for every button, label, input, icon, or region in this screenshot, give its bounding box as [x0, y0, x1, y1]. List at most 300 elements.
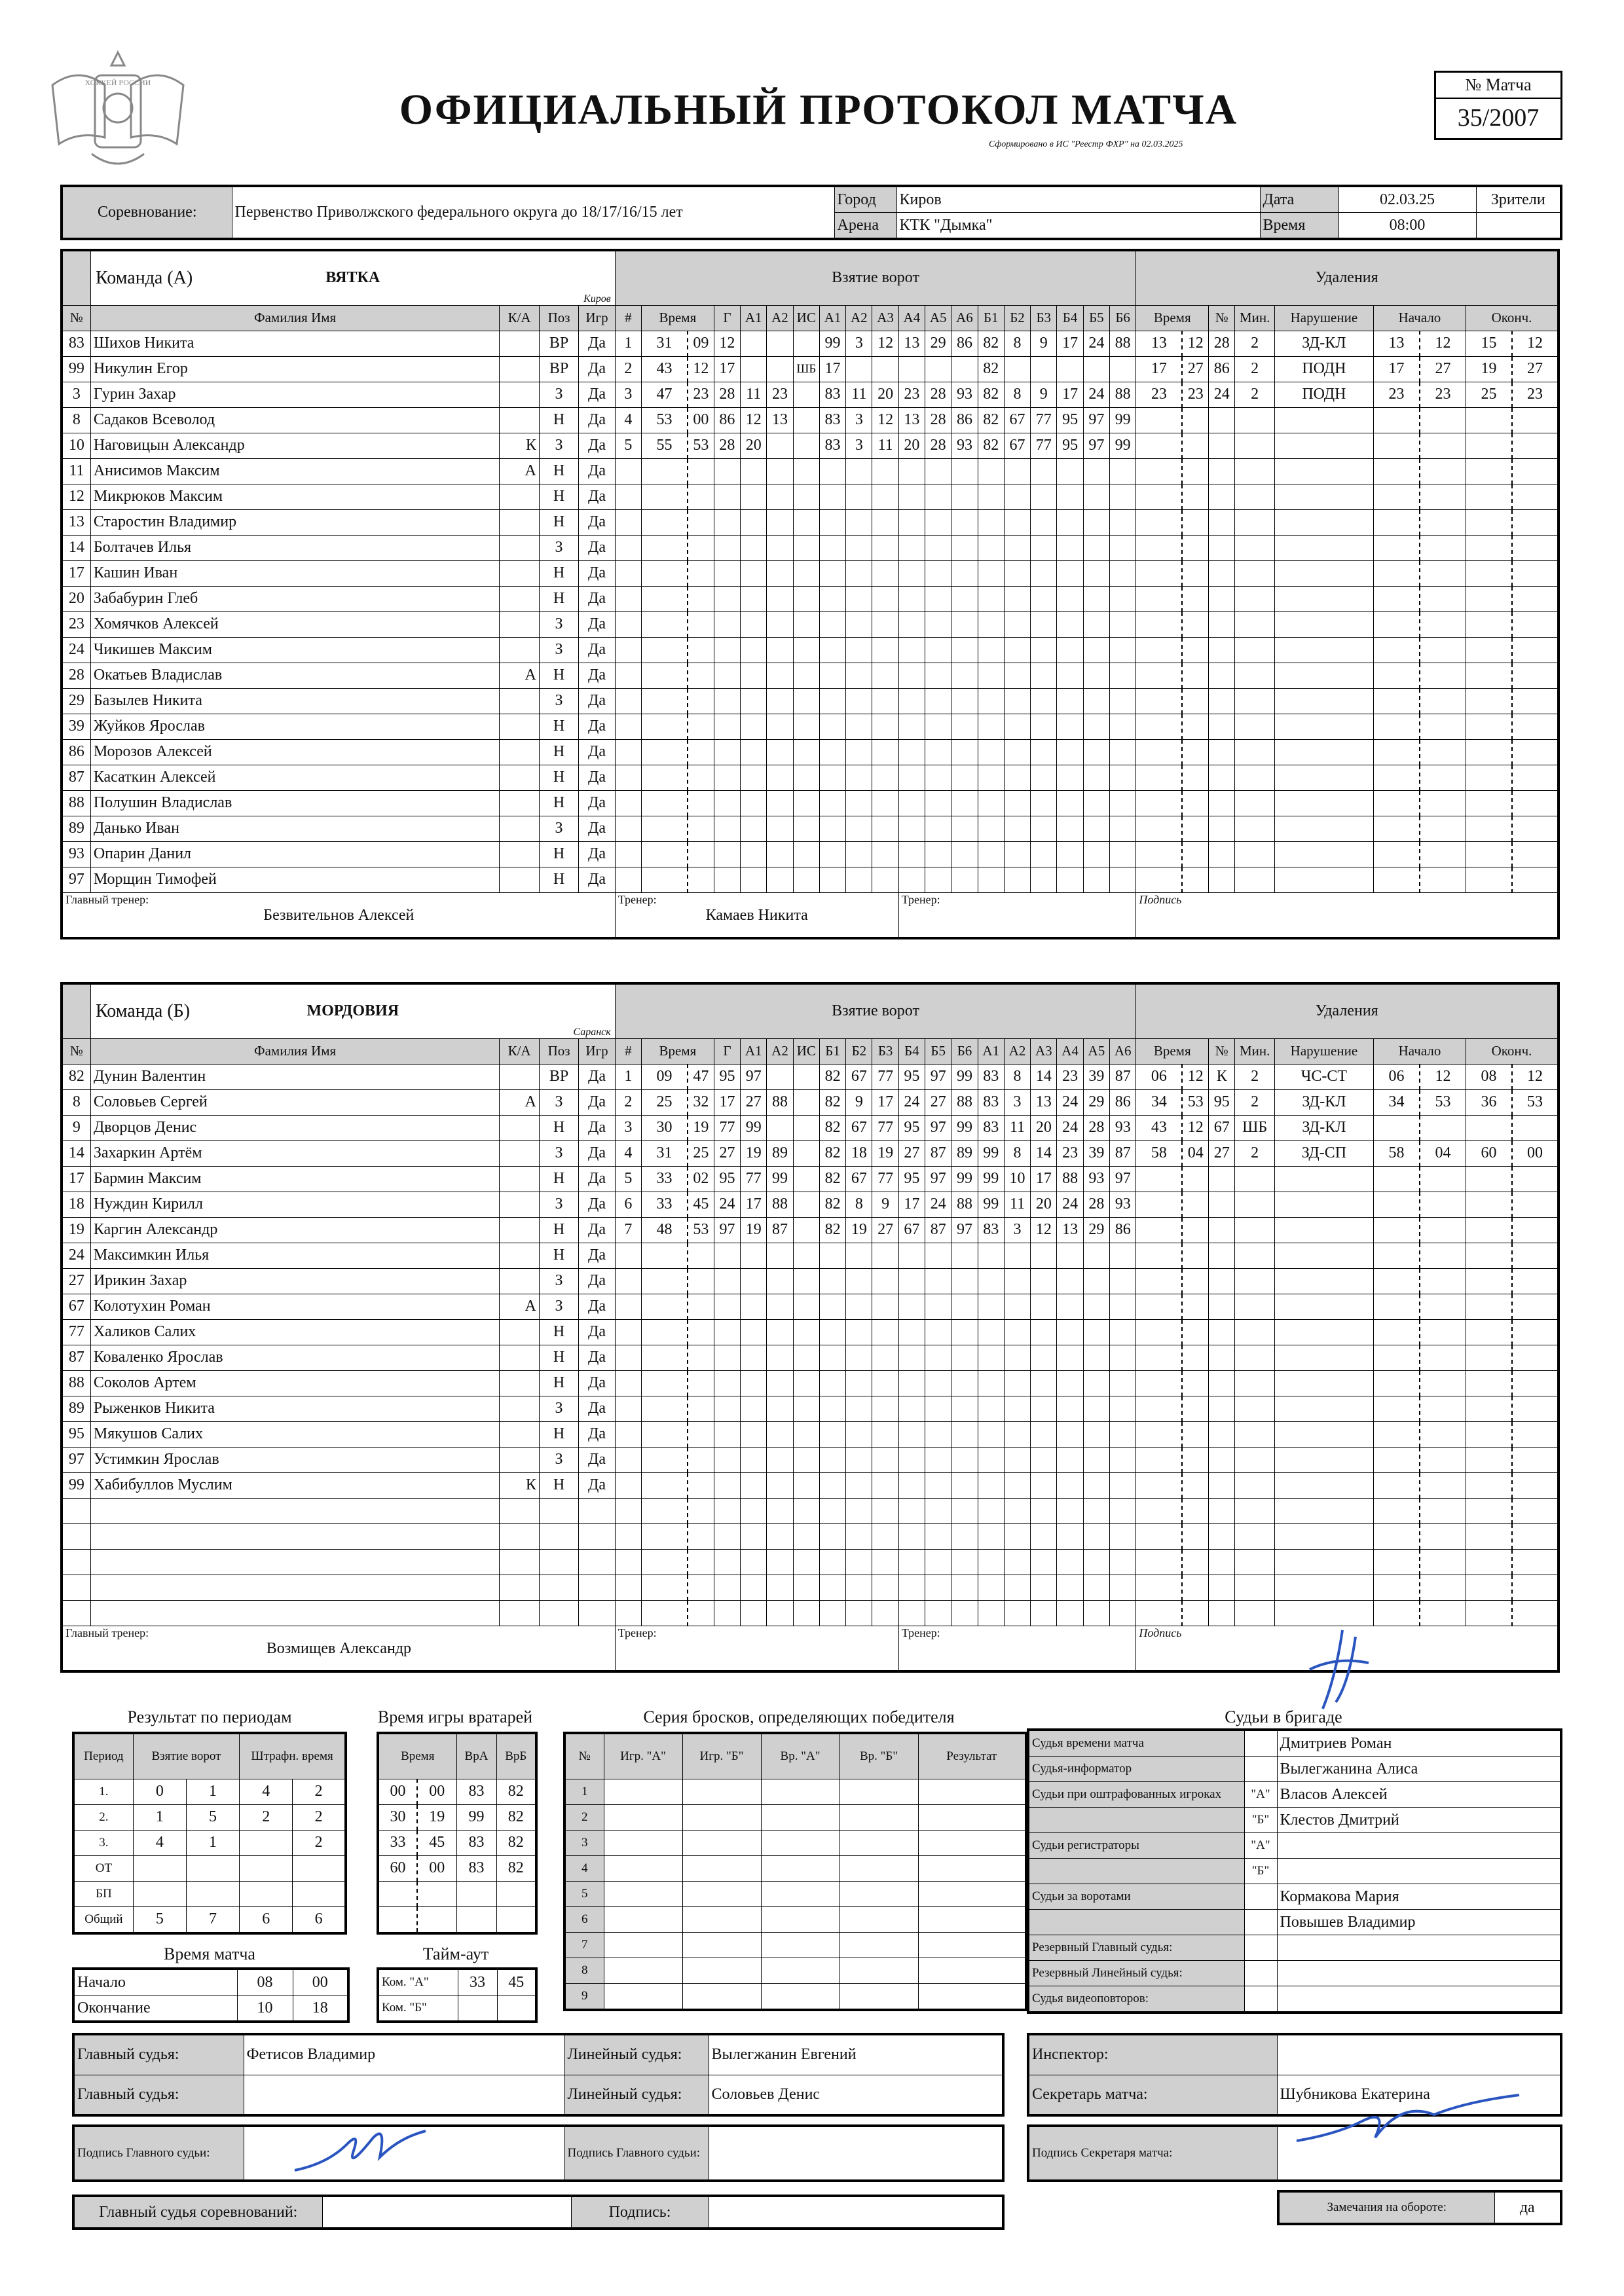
- shootout-num: 7: [564, 1932, 604, 1958]
- goalie-cell: 83: [456, 1855, 496, 1881]
- goal-cell: [1031, 1600, 1057, 1626]
- goal-cell: [951, 1268, 978, 1294]
- player-pos: З: [539, 433, 578, 458]
- goal-cell: 99: [978, 1166, 1004, 1192]
- goal-cell: 10: [1004, 1166, 1030, 1192]
- player-number: 95: [62, 1421, 90, 1447]
- goal-cell: [1109, 663, 1135, 688]
- goal-cell: 88: [767, 1089, 793, 1115]
- table-row: [62, 714, 1559, 739]
- goal-cell: 20: [872, 382, 898, 407]
- goal-cell: [1004, 1243, 1030, 1268]
- goal-cell: 31: [641, 331, 688, 356]
- player-pos: Н: [539, 1243, 578, 1268]
- player-pos: З: [539, 688, 578, 714]
- penalty-cell: [1136, 1294, 1183, 1319]
- end-hour: 10: [237, 1995, 293, 2022]
- goal-cell: [846, 637, 872, 663]
- goal-cell: [872, 688, 898, 714]
- goal-cell: [846, 1243, 872, 1268]
- goal-cell: 99: [819, 331, 845, 356]
- goal-cell: 23: [1057, 1064, 1083, 1089]
- penalty-cell: [1274, 407, 1373, 433]
- penalty-cell: [1373, 867, 1420, 892]
- goal-cell: [793, 433, 819, 458]
- goal-cell: [1057, 1294, 1083, 1319]
- player-number: 9: [62, 1115, 90, 1140]
- penalty-cell: [1235, 1345, 1274, 1370]
- timeout-a-min: 33: [458, 1969, 497, 1995]
- goal-cell: [846, 1268, 872, 1294]
- goal-cell: [688, 1294, 714, 1319]
- player-played: Да: [579, 382, 615, 407]
- goal-cell: [688, 560, 714, 586]
- penalty-cell: 2: [1235, 331, 1274, 356]
- penalty-cell: [1274, 433, 1373, 458]
- goal-cell: [615, 535, 641, 560]
- table-row: [62, 611, 1559, 637]
- goal-cell: [1031, 1268, 1057, 1294]
- penalty-cell: [1274, 790, 1373, 816]
- referees-table: [72, 2033, 1005, 2117]
- goal-cell: [793, 1319, 819, 1345]
- penalty-cell: [1136, 407, 1183, 433]
- penalty-cell: [1136, 1370, 1183, 1396]
- goal-cell: [819, 560, 845, 586]
- table-row: [62, 816, 1559, 841]
- goal-cell: [1110, 1600, 1136, 1626]
- goal-cell: 24: [1083, 382, 1109, 407]
- penalty-cell: [1136, 816, 1183, 841]
- goal-cell: [846, 1294, 872, 1319]
- goal-cell: [846, 1575, 872, 1600]
- penalty-cell: [1420, 1243, 1466, 1268]
- goal-cell: [898, 484, 925, 509]
- goal-cell: [951, 484, 978, 509]
- goal-cell: [925, 1447, 951, 1472]
- col-onice-left-5: А6: [951, 305, 978, 331]
- shootout-cell: [918, 1932, 1026, 1958]
- goal-cell: [767, 1115, 793, 1140]
- goal-cell: [714, 535, 740, 560]
- goal-cell: [767, 637, 793, 663]
- goal-cell: [642, 1472, 688, 1498]
- penalty-cell: [1235, 1243, 1274, 1268]
- goal-cell: [1004, 688, 1030, 714]
- goal-cell: 86: [1110, 1089, 1136, 1115]
- table-row: [62, 841, 1559, 867]
- shootout-row: [564, 1932, 1026, 1958]
- goal-cell: 86: [1110, 1217, 1136, 1243]
- goal-cell: [793, 637, 819, 663]
- goal-cell: [1004, 867, 1030, 892]
- goal-cell: 18: [846, 1140, 872, 1166]
- main-ref-label-2: Главный судья:: [73, 2075, 244, 2115]
- goal-cell: [925, 1268, 951, 1294]
- player-played: Да: [579, 1140, 615, 1166]
- goal-cell: [615, 1396, 641, 1421]
- goals-header: Взятие ворот: [615, 983, 1136, 1038]
- penalty-cell: [1235, 637, 1274, 663]
- period-cell: 6: [293, 1906, 346, 1933]
- shootout-cell: [761, 1779, 840, 1804]
- shootout-cell: [761, 1983, 840, 2010]
- goal-cell: 20: [741, 433, 767, 458]
- logo-text: ХОККЕЙ РОССИИ: [84, 78, 151, 87]
- goal-cell: [1004, 356, 1030, 382]
- penalty-cell: [1420, 765, 1466, 790]
- penalty-cell: [1274, 1268, 1373, 1294]
- shootout-cell: [604, 1983, 682, 2010]
- penalty-cell: [1420, 1549, 1466, 1575]
- penalty-cell: [1182, 765, 1208, 790]
- penalty-cell: [1235, 1192, 1274, 1217]
- player-number: 14: [62, 1140, 90, 1166]
- penalty-cell: [1182, 1600, 1208, 1626]
- linesman-1: Вылегжанин Евгений: [709, 2034, 1003, 2075]
- linesman-2: Соловьев Денис: [709, 2075, 1003, 2115]
- goal-cell: [1083, 1421, 1109, 1447]
- goal-cell: [1083, 611, 1109, 637]
- shootout-num: 6: [564, 1906, 604, 1932]
- goal-cell: [898, 1421, 925, 1447]
- player-name: Халиков Салих: [90, 1319, 500, 1345]
- goal-cell: [793, 1140, 819, 1166]
- goal-cell: [688, 841, 714, 867]
- goal-cell: [1110, 1396, 1136, 1421]
- goal-cell: [641, 714, 688, 739]
- goal-cell: [741, 1523, 767, 1549]
- table-row: [62, 1575, 1559, 1600]
- goal-cell: [872, 458, 898, 484]
- shootout-cell: [761, 1906, 840, 1932]
- official-row: [1028, 1808, 1561, 1833]
- goal-cell: [925, 1345, 951, 1370]
- penalty-cell: [1373, 816, 1420, 841]
- goal-cell: 3: [615, 382, 641, 407]
- player-played: Да: [579, 1089, 615, 1115]
- goal-cell: 19: [741, 1217, 767, 1243]
- player-number: 11: [62, 458, 90, 484]
- penalty-cell: 36: [1466, 1089, 1513, 1115]
- penalty-cell: [1182, 611, 1208, 637]
- goal-cell: [615, 663, 641, 688]
- col-g_time: Время: [642, 1038, 714, 1064]
- goal-cell: [819, 790, 845, 816]
- penalty-cell: [1235, 1575, 1274, 1600]
- penalty-cell: [1512, 816, 1559, 841]
- player-name: Чикишев Максим: [90, 637, 500, 663]
- shootout-num: 4: [564, 1855, 604, 1881]
- penalty-cell: [1235, 586, 1274, 611]
- goal-cell: [898, 535, 925, 560]
- goal-cell: [1004, 790, 1030, 816]
- player-ka: [500, 1421, 539, 1447]
- goal-cell: [688, 1396, 714, 1421]
- goal-cell: [898, 1370, 925, 1396]
- shootout-cell: [840, 1906, 918, 1932]
- penalty-cell: [1373, 509, 1420, 535]
- player-played: Да: [579, 688, 615, 714]
- team-b-signature: [1297, 1624, 1382, 1715]
- goal-cell: 19: [872, 1140, 898, 1166]
- goal-cell: [819, 739, 845, 765]
- col-g_is: ИС: [793, 1038, 819, 1064]
- player-name: Полушин Владислав: [90, 790, 500, 816]
- penalty-cell: ЗД-КЛ: [1274, 1089, 1373, 1115]
- penalty-cell: [1274, 1217, 1373, 1243]
- penalty-cell: [1136, 1472, 1183, 1498]
- goal-cell: [819, 586, 845, 611]
- penalty-cell: [1420, 714, 1466, 739]
- goal-cell: [741, 1600, 767, 1626]
- player-pos: Н: [539, 458, 578, 484]
- goal-cell: [819, 688, 845, 714]
- goal-cell: [819, 1549, 845, 1575]
- goal-cell: [641, 509, 688, 535]
- goal-cell: [1004, 1498, 1030, 1523]
- goal-cell: [846, 1498, 872, 1523]
- goal-cell: [846, 586, 872, 611]
- shootout-cell: [918, 1983, 1026, 2010]
- penalty-cell: 15: [1466, 331, 1512, 356]
- col-onice-left-5: Б6: [951, 1038, 978, 1064]
- penalty-cell: [1136, 1600, 1183, 1626]
- goal-cell: [714, 560, 740, 586]
- goal-cell: 13: [1057, 1217, 1083, 1243]
- goal-cell: [1110, 1370, 1136, 1396]
- penalty-cell: [1373, 1166, 1420, 1192]
- timeout-b-label: Ком. "Б": [378, 1995, 458, 2022]
- goal-cell: 86: [714, 407, 740, 433]
- goal-cell: [846, 1600, 872, 1626]
- goal-cell: [1057, 739, 1083, 765]
- table-row: [62, 1523, 1559, 1549]
- goal-cell: [978, 663, 1004, 688]
- inspector-label: Инспектор:: [1028, 2034, 1277, 2075]
- signature-label: Подпись: [1139, 892, 1182, 906]
- penalty-cell: [1420, 790, 1466, 816]
- penalty-cell: [1209, 739, 1235, 765]
- player-ka: [500, 1498, 539, 1523]
- goal-cell: [872, 586, 898, 611]
- goal-cell: 53: [688, 433, 714, 458]
- penalty-cell: [1136, 560, 1183, 586]
- player-pos: Н: [539, 484, 578, 509]
- goal-cell: 24: [714, 1192, 740, 1217]
- goal-cell: 24: [1057, 1115, 1083, 1140]
- goal-cell: [872, 1575, 898, 1600]
- penalty-cell: 12: [1512, 331, 1559, 356]
- head-coach-label: Главный тренер:: [65, 892, 149, 906]
- goal-cell: [793, 1523, 819, 1549]
- player-number: [62, 1600, 90, 1626]
- goal-cell: 83: [978, 1089, 1004, 1115]
- match-time-table: [72, 1967, 350, 2023]
- coach-label-2: Тренер:: [901, 892, 940, 906]
- table-row: [62, 1421, 1559, 1447]
- penalty-cell: [1136, 1575, 1183, 1600]
- goal-cell: [951, 663, 978, 688]
- goal-cell: [767, 586, 793, 611]
- competition-label: Соревнование:: [62, 186, 232, 239]
- periods-title: Результат по периодам: [127, 1707, 292, 1726]
- goal-cell: [793, 1345, 819, 1370]
- goal-cell: [741, 1421, 767, 1447]
- official-role: Резервный Главный судья:: [1028, 1935, 1244, 1961]
- goal-cell: [1004, 1600, 1030, 1626]
- goal-cell: [615, 1498, 641, 1523]
- goal-cell: 87: [925, 1140, 951, 1166]
- penalty-cell: [1209, 1370, 1235, 1396]
- table-row: [62, 1192, 1559, 1217]
- official-row: [1028, 1884, 1561, 1910]
- goal-cell: [615, 816, 641, 841]
- player-played: [579, 1600, 615, 1626]
- player-ka: [500, 1268, 539, 1294]
- goal-cell: 83: [978, 1115, 1004, 1140]
- goal-cell: 87: [1110, 1140, 1136, 1166]
- goal-cell: 95: [898, 1115, 925, 1140]
- penalty-cell: 24: [1209, 382, 1235, 407]
- official-side: [1244, 1757, 1277, 1782]
- goal-cell: 28: [925, 382, 951, 407]
- penalty-cell: [1512, 867, 1559, 892]
- col-played: Игр: [579, 305, 615, 331]
- goal-cell: 97: [925, 1064, 951, 1089]
- goal-cell: [1057, 1447, 1083, 1472]
- goalie-cell: 82: [496, 1804, 536, 1830]
- goal-cell: [767, 739, 793, 765]
- goal-cell: [846, 714, 872, 739]
- table-row: [62, 560, 1559, 586]
- penalty-cell: [1274, 484, 1373, 509]
- shootout-cell: [682, 1779, 761, 1804]
- goal-cell: [641, 765, 688, 790]
- goal-cell: [872, 484, 898, 509]
- penalty-cell: [1373, 1294, 1420, 1319]
- official-row: [1028, 1782, 1561, 1808]
- penalty-cell: [1512, 560, 1559, 586]
- goal-cell: [925, 356, 951, 382]
- goal-cell: 1: [615, 1064, 641, 1089]
- penalty-cell: [1235, 509, 1274, 535]
- penalty-cell: [1420, 407, 1466, 433]
- shootout-cell: [918, 1779, 1026, 1804]
- goal-cell: [1109, 688, 1135, 714]
- head-coach-label: Главный тренер:: [65, 1626, 149, 1639]
- penalty-cell: [1209, 1166, 1235, 1192]
- penalty-cell: [1420, 1370, 1466, 1396]
- goal-cell: 23: [688, 382, 714, 407]
- player-played: Да: [579, 331, 615, 356]
- col-onice-left-3: А4: [898, 305, 925, 331]
- period-cell: [133, 1881, 186, 1906]
- penalty-cell: [1420, 1600, 1466, 1626]
- goal-cell: [1031, 1370, 1057, 1396]
- goal-cell: [1031, 356, 1057, 382]
- col-onice-right-4: Б5: [1083, 305, 1109, 331]
- goal-cell: [767, 1549, 793, 1575]
- player-number: 87: [62, 1345, 90, 1370]
- player-pos: Н: [539, 407, 578, 433]
- goal-cell: 87: [1110, 1064, 1136, 1089]
- goal-cell: [1031, 739, 1057, 765]
- goal-cell: 33: [642, 1166, 688, 1192]
- goal-cell: [846, 1523, 872, 1549]
- penalty-cell: [1274, 1319, 1373, 1345]
- goal-cell: 83: [819, 407, 845, 433]
- penalty-cell: [1209, 484, 1235, 509]
- penalty-cell: [1136, 1549, 1183, 1575]
- goal-cell: [898, 1396, 925, 1421]
- period-goals-header: Взятие ворот: [133, 1733, 239, 1779]
- penalty-cell: [1466, 1472, 1513, 1498]
- player-pos: Н: [539, 1472, 578, 1498]
- goal-cell: [641, 586, 688, 611]
- goal-cell: 19: [846, 1217, 872, 1243]
- goal-cell: [898, 714, 925, 739]
- match-time-title: Время матча: [164, 1944, 255, 1963]
- goal-cell: [872, 663, 898, 688]
- goal-cell: [1083, 790, 1109, 816]
- goal-cell: [1109, 560, 1135, 586]
- goal-cell: [615, 841, 641, 867]
- penalty-cell: [1420, 1523, 1466, 1549]
- penalty-cell: [1420, 637, 1466, 663]
- table-row: [62, 688, 1559, 714]
- goal-cell: 28: [925, 407, 951, 433]
- col-ka: К/А: [500, 305, 539, 331]
- table-row: [62, 1166, 1559, 1192]
- penalty-cell: 27: [1420, 356, 1466, 382]
- goal-cell: [1031, 841, 1057, 867]
- penalty-cell: 34: [1136, 1089, 1183, 1115]
- penalty-cell: [1512, 1447, 1559, 1472]
- penalty-cell: [1512, 1115, 1559, 1140]
- goal-cell: [793, 1421, 819, 1447]
- goal-cell: [1109, 816, 1135, 841]
- goal-cell: 3: [1004, 1089, 1030, 1115]
- goal-cell: [793, 509, 819, 535]
- time-label: Время: [1260, 213, 1338, 240]
- penalty-cell: [1373, 458, 1420, 484]
- penalty-cell: [1466, 586, 1512, 611]
- goal-cell: 97: [1110, 1166, 1136, 1192]
- shootout-cell: [682, 1855, 761, 1881]
- goal-cell: [714, 841, 740, 867]
- table-row: [62, 433, 1559, 458]
- player-number: [62, 1523, 90, 1549]
- penalty-cell: [1420, 841, 1466, 867]
- goal-cell: [1057, 663, 1083, 688]
- goal-cell: 3: [846, 433, 872, 458]
- date-value: 02.03.25: [1338, 186, 1476, 213]
- penalty-cell: [1182, 1370, 1208, 1396]
- goal-cell: [793, 867, 819, 892]
- penalty-cell: ЗД-КЛ: [1274, 1115, 1373, 1140]
- penalty-cell: [1235, 1523, 1274, 1549]
- goal-cell: [1083, 816, 1109, 841]
- goal-cell: [1083, 1268, 1109, 1294]
- table-row: [62, 407, 1559, 433]
- player-pos: З: [539, 1140, 578, 1166]
- goal-cell: [767, 688, 793, 714]
- goal-cell: [872, 1498, 898, 1523]
- goal-cell: [767, 1268, 793, 1294]
- goal-cell: [741, 1472, 767, 1498]
- goal-cell: [641, 663, 688, 688]
